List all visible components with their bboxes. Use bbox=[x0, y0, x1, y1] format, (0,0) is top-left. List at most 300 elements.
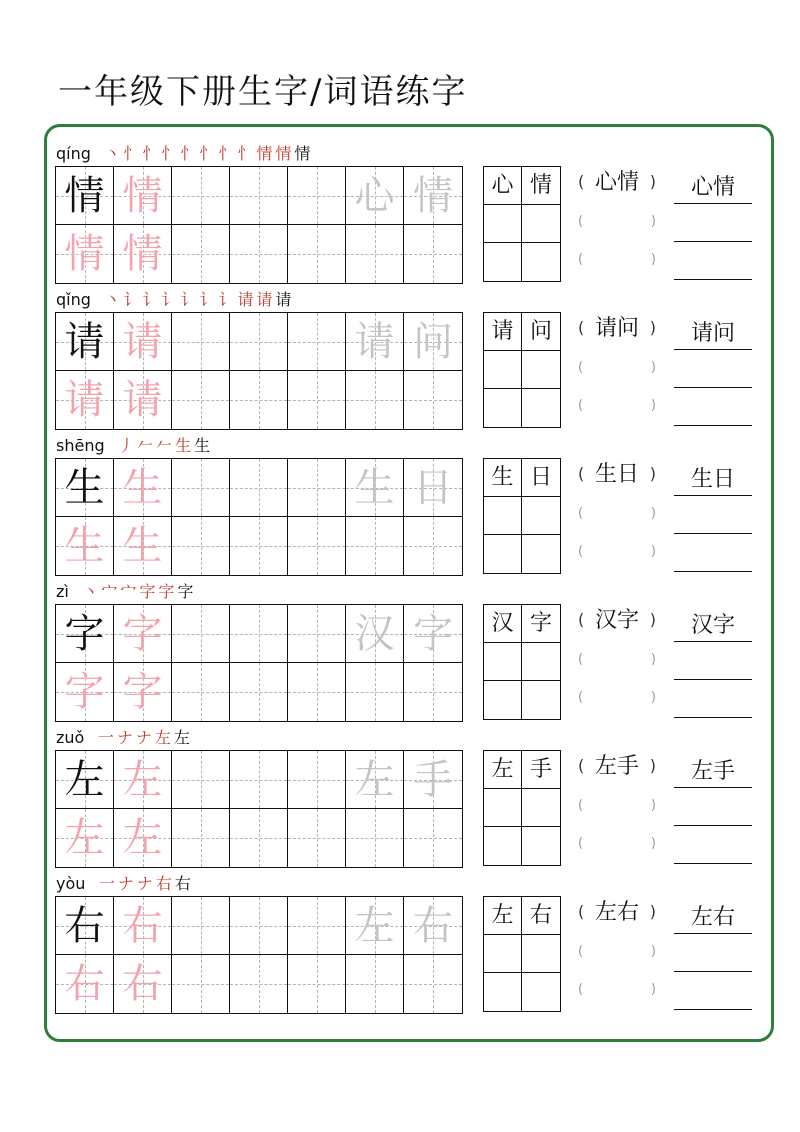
grid-cell[interactable] bbox=[288, 605, 346, 663]
stroke-step: 字 bbox=[139, 582, 156, 601]
grid-cell[interactable] bbox=[56, 313, 114, 371]
word-cell[interactable]: 情 bbox=[522, 167, 560, 205]
word-cell[interactable] bbox=[522, 243, 560, 281]
word-box bbox=[483, 458, 561, 574]
underline-row[interactable] bbox=[674, 388, 752, 426]
grid-cell[interactable] bbox=[230, 225, 288, 283]
word-cell[interactable] bbox=[522, 789, 560, 827]
word-cell[interactable] bbox=[522, 497, 560, 535]
grid-cell[interactable] bbox=[56, 225, 114, 283]
grid-cell[interactable] bbox=[346, 955, 404, 1013]
paren-row[interactable] bbox=[578, 972, 656, 1010]
practice-grid bbox=[55, 166, 463, 284]
underline-row[interactable] bbox=[674, 204, 752, 242]
paren-row[interactable] bbox=[578, 496, 656, 534]
stroke-step: 一 bbox=[97, 728, 114, 747]
trace-character: 右 bbox=[122, 902, 163, 949]
stroke-step: 忄 bbox=[218, 144, 235, 163]
grid-cell[interactable] bbox=[114, 167, 172, 225]
underline-column bbox=[674, 458, 752, 574]
underline-row[interactable] bbox=[674, 788, 752, 826]
paren-word: 请问 bbox=[594, 316, 639, 341]
grid-cell[interactable] bbox=[172, 313, 230, 371]
grid-cell[interactable] bbox=[288, 751, 346, 809]
grid-cell[interactable] bbox=[56, 167, 114, 225]
grid-cell[interactable] bbox=[288, 371, 346, 429]
pinyin-stroke-line bbox=[56, 142, 476, 164]
paren-column bbox=[578, 458, 656, 574]
grid-cell[interactable] bbox=[404, 897, 462, 955]
grid-cell[interactable] bbox=[404, 371, 462, 429]
paren-row[interactable] bbox=[578, 350, 656, 388]
grid-cell[interactable] bbox=[404, 751, 462, 809]
grid-cell[interactable] bbox=[404, 167, 462, 225]
stroke-step: 右 bbox=[155, 874, 172, 893]
grid-cell[interactable] bbox=[230, 371, 288, 429]
trace-character: 请 bbox=[64, 377, 105, 423]
stroke-step: 宀 bbox=[101, 582, 118, 601]
right-paren: ) bbox=[649, 756, 656, 775]
stroke-step: 讠 bbox=[180, 290, 197, 309]
left-paren: ( bbox=[578, 836, 584, 851]
word-cell[interactable] bbox=[484, 935, 522, 973]
paren-row[interactable] bbox=[578, 642, 656, 680]
pinyin-stroke-line bbox=[56, 580, 476, 602]
stroke-order bbox=[81, 582, 195, 602]
right-paren: ) bbox=[650, 544, 656, 559]
grid-cell[interactable] bbox=[114, 663, 172, 721]
word-box bbox=[483, 896, 561, 1012]
stroke-step: 生 bbox=[175, 436, 192, 455]
underline-row[interactable] bbox=[674, 458, 752, 496]
word-cell[interactable] bbox=[522, 535, 560, 573]
grid-cell[interactable] bbox=[230, 897, 288, 955]
grid-cell[interactable] bbox=[346, 517, 404, 575]
word-cell[interactable]: 左 bbox=[484, 897, 522, 935]
underline-row[interactable] bbox=[674, 750, 752, 788]
grid-cell[interactable] bbox=[230, 517, 288, 575]
paren-row[interactable] bbox=[578, 788, 656, 826]
stroke-step: 丿 bbox=[118, 436, 135, 455]
underline-row[interactable] bbox=[674, 826, 752, 864]
grid-cell[interactable] bbox=[172, 167, 230, 225]
underline-row[interactable] bbox=[674, 680, 752, 718]
grid-cell[interactable] bbox=[56, 809, 114, 867]
word-cell[interactable] bbox=[522, 205, 560, 243]
trace-character: 左 bbox=[122, 756, 163, 803]
paren-row[interactable] bbox=[578, 204, 656, 242]
stroke-step: 𠂉 bbox=[156, 436, 173, 455]
pinyin: shēng bbox=[56, 436, 105, 455]
word-cell[interactable] bbox=[484, 389, 522, 427]
grid-cell[interactable] bbox=[114, 517, 172, 575]
paren-row[interactable] bbox=[578, 388, 656, 426]
grid-cell[interactable] bbox=[56, 517, 114, 575]
grid-cell[interactable] bbox=[404, 517, 462, 575]
paren-row[interactable] bbox=[578, 750, 656, 788]
stroke-step: 丶 bbox=[82, 582, 99, 601]
word-cell[interactable]: 手 bbox=[522, 751, 560, 789]
grid-cell[interactable] bbox=[404, 663, 462, 721]
stroke-step: 情 bbox=[294, 144, 311, 163]
model-character: 左 bbox=[64, 756, 105, 803]
gray-trace-character: 左 bbox=[354, 756, 395, 803]
trace-character: 字 bbox=[64, 669, 105, 715]
grid-cell[interactable] bbox=[172, 371, 230, 429]
left-paren: ( bbox=[578, 398, 584, 413]
grid-cell[interactable] bbox=[56, 605, 114, 663]
paren-word: 汉字 bbox=[594, 608, 639, 633]
right-paren: ) bbox=[650, 252, 656, 267]
word-box bbox=[483, 312, 561, 428]
grid-cell[interactable] bbox=[56, 751, 114, 809]
grid-cell[interactable] bbox=[404, 809, 462, 867]
stroke-step: 忄 bbox=[237, 144, 254, 163]
gray-trace-character: 请 bbox=[354, 318, 395, 365]
gray-trace-character: 字 bbox=[413, 610, 453, 657]
stroke-step: 忄 bbox=[161, 144, 178, 163]
grid-cell[interactable] bbox=[172, 955, 230, 1013]
grid-cell[interactable] bbox=[346, 897, 404, 955]
grid-cell[interactable] bbox=[230, 313, 288, 371]
grid-cell[interactable] bbox=[172, 459, 230, 517]
model-character: 请 bbox=[64, 318, 105, 365]
right-paren: ) bbox=[649, 902, 656, 921]
right-paren: ) bbox=[650, 982, 656, 997]
right-paren: ) bbox=[650, 360, 656, 375]
trace-character: 左 bbox=[64, 815, 105, 861]
underline-row[interactable] bbox=[674, 496, 752, 534]
paren-row[interactable] bbox=[578, 166, 656, 204]
word-cell[interactable] bbox=[522, 681, 560, 719]
stroke-step: 右 bbox=[174, 874, 191, 893]
underline-column bbox=[674, 604, 752, 720]
underline-row[interactable] bbox=[674, 350, 752, 388]
grid-cell[interactable] bbox=[230, 459, 288, 517]
grid-cell[interactable] bbox=[230, 663, 288, 721]
grid-cell[interactable] bbox=[172, 225, 230, 283]
model-character: 右 bbox=[64, 902, 105, 949]
word-box bbox=[483, 750, 561, 866]
stroke-step: 讠 bbox=[123, 290, 140, 309]
left-paren: ( bbox=[578, 944, 584, 959]
paren-row[interactable] bbox=[578, 242, 656, 280]
grid-cell[interactable] bbox=[346, 313, 404, 371]
paren-row[interactable] bbox=[578, 458, 656, 496]
grid-cell[interactable] bbox=[288, 313, 346, 371]
gray-trace-character: 生 bbox=[354, 464, 395, 511]
grid-cell[interactable] bbox=[114, 313, 172, 371]
paren-column bbox=[578, 312, 656, 428]
stroke-step: 讠 bbox=[161, 290, 178, 309]
underline-word: 左手 bbox=[690, 759, 735, 784]
gray-trace-character: 右 bbox=[413, 902, 453, 949]
grid-cell[interactable] bbox=[172, 809, 230, 867]
practice-block bbox=[0, 726, 800, 872]
underline-word: 生日 bbox=[690, 467, 735, 492]
stroke-step: 请 bbox=[275, 290, 292, 309]
right-paren: ) bbox=[650, 836, 656, 851]
left-paren: ( bbox=[578, 544, 584, 559]
left-paren: ( bbox=[578, 464, 585, 483]
trace-character: 情 bbox=[64, 231, 105, 277]
grid-cell[interactable] bbox=[288, 897, 346, 955]
paren-row[interactable] bbox=[578, 826, 656, 864]
stroke-step: 𠂉 bbox=[137, 436, 154, 455]
grid-cell[interactable] bbox=[172, 751, 230, 809]
grid-cell[interactable] bbox=[114, 751, 172, 809]
grid-cell[interactable] bbox=[404, 605, 462, 663]
word-cell[interactable] bbox=[522, 973, 560, 1011]
pinyin: yòu bbox=[56, 874, 86, 893]
practice-grid bbox=[55, 896, 463, 1014]
underline-row[interactable] bbox=[674, 534, 752, 572]
stroke-step: 字 bbox=[177, 582, 194, 601]
practice-block bbox=[0, 434, 800, 580]
pinyin-stroke-line bbox=[56, 434, 476, 456]
trace-character: 情 bbox=[122, 231, 163, 277]
stroke-step: 字 bbox=[158, 582, 175, 601]
grid-cell[interactable] bbox=[230, 751, 288, 809]
stroke-step: 请 bbox=[256, 290, 273, 309]
word-cell[interactable]: 左 bbox=[484, 751, 522, 789]
underline-word: 汉字 bbox=[690, 613, 735, 638]
word-cell[interactable] bbox=[484, 243, 522, 281]
pinyin: zuǒ bbox=[56, 728, 85, 747]
practice-grid bbox=[55, 750, 463, 868]
word-cell[interactable]: 日 bbox=[522, 459, 560, 497]
stroke-step: 讠 bbox=[142, 290, 159, 309]
trace-character: 字 bbox=[122, 610, 163, 657]
grid-cell[interactable] bbox=[56, 955, 114, 1013]
stroke-step: 忄 bbox=[142, 144, 159, 163]
right-paren: ) bbox=[650, 398, 656, 413]
right-paren: ) bbox=[649, 172, 656, 191]
underline-word: 请问 bbox=[690, 321, 735, 346]
grid-cell[interactable] bbox=[288, 663, 346, 721]
grid-cell[interactable] bbox=[230, 809, 288, 867]
left-paren: ( bbox=[578, 506, 584, 521]
grid-cell[interactable] bbox=[230, 167, 288, 225]
left-paren: ( bbox=[578, 756, 585, 775]
underline-row[interactable] bbox=[674, 896, 752, 934]
pinyin-stroke-line bbox=[56, 872, 476, 894]
underline-row[interactable] bbox=[674, 972, 752, 1010]
paren-row[interactable] bbox=[578, 896, 656, 934]
underline-row[interactable] bbox=[674, 642, 752, 680]
grid-cell[interactable] bbox=[346, 371, 404, 429]
paren-word: 生日 bbox=[594, 462, 639, 487]
grid-cell[interactable] bbox=[288, 167, 346, 225]
grid-cell[interactable] bbox=[114, 955, 172, 1013]
word-cell[interactable]: 字 bbox=[522, 605, 560, 643]
grid-cell[interactable] bbox=[114, 371, 172, 429]
grid-cell[interactable] bbox=[114, 809, 172, 867]
trace-character: 请 bbox=[122, 318, 163, 365]
right-paren: ) bbox=[650, 798, 656, 813]
word-cell[interactable]: 请 bbox=[484, 313, 522, 351]
grid-cell[interactable] bbox=[288, 459, 346, 517]
paren-column bbox=[578, 896, 656, 1012]
paren-row[interactable] bbox=[578, 534, 656, 572]
word-cell[interactable] bbox=[484, 643, 522, 681]
paren-word: 心情 bbox=[594, 170, 639, 195]
grid-cell[interactable] bbox=[56, 663, 114, 721]
practice-block bbox=[0, 142, 800, 288]
left-paren: ( bbox=[578, 318, 585, 337]
underline-row[interactable] bbox=[674, 242, 752, 280]
word-cell[interactable]: 右 bbox=[522, 897, 560, 935]
paren-row[interactable] bbox=[578, 312, 656, 350]
word-cell[interactable] bbox=[522, 827, 560, 865]
grid-cell[interactable] bbox=[404, 225, 462, 283]
practice-grid bbox=[55, 312, 463, 430]
paren-row[interactable] bbox=[578, 934, 656, 972]
gray-trace-character: 情 bbox=[413, 172, 453, 219]
grid-cell[interactable] bbox=[404, 459, 462, 517]
stroke-step: 左 bbox=[154, 728, 171, 747]
stroke-step: 宀 bbox=[120, 582, 137, 601]
stroke-step: 讠 bbox=[218, 290, 235, 309]
stroke-step: 一 bbox=[98, 874, 115, 893]
stroke-order bbox=[97, 874, 192, 894]
word-box bbox=[483, 166, 561, 282]
pinyin-stroke-line bbox=[56, 288, 476, 310]
model-character: 情 bbox=[64, 172, 105, 219]
grid-cell[interactable] bbox=[288, 517, 346, 575]
word-cell[interactable] bbox=[484, 827, 522, 865]
right-paren: ) bbox=[650, 214, 656, 229]
grid-cell[interactable] bbox=[404, 955, 462, 1013]
grid-cell[interactable] bbox=[346, 167, 404, 225]
pinyin: zì bbox=[56, 582, 69, 601]
right-paren: ) bbox=[649, 610, 656, 629]
underline-column bbox=[674, 166, 752, 282]
stroke-step: ナ bbox=[135, 728, 152, 747]
gray-trace-character: 手 bbox=[413, 756, 453, 803]
trace-character: 生 bbox=[122, 464, 163, 511]
word-cell[interactable]: 心 bbox=[484, 167, 522, 205]
right-paren: ) bbox=[650, 690, 656, 705]
grid-cell[interactable] bbox=[172, 897, 230, 955]
grid-cell[interactable] bbox=[230, 955, 288, 1013]
underline-row[interactable] bbox=[674, 312, 752, 350]
underline-row[interactable] bbox=[674, 934, 752, 972]
stroke-step: 情 bbox=[275, 144, 292, 163]
grid-cell[interactable] bbox=[346, 663, 404, 721]
word-cell[interactable] bbox=[484, 205, 522, 243]
paren-column bbox=[578, 750, 656, 866]
stroke-step: 忄 bbox=[123, 144, 140, 163]
left-paren: ( bbox=[578, 652, 584, 667]
grid-cell[interactable] bbox=[56, 371, 114, 429]
grid-cell[interactable] bbox=[172, 517, 230, 575]
stroke-step: 忄 bbox=[180, 144, 197, 163]
underline-column bbox=[674, 750, 752, 866]
stroke-order bbox=[103, 290, 293, 310]
practice-block bbox=[0, 288, 800, 434]
stroke-step: ナ bbox=[116, 728, 133, 747]
grid-cell[interactable] bbox=[346, 605, 404, 663]
gray-trace-character: 日 bbox=[413, 464, 453, 511]
left-paren: ( bbox=[578, 214, 584, 229]
stroke-order bbox=[117, 436, 212, 456]
grid-cell[interactable] bbox=[172, 663, 230, 721]
underline-row[interactable] bbox=[674, 604, 752, 642]
word-cell[interactable]: 生 bbox=[484, 459, 522, 497]
gray-trace-character: 心 bbox=[354, 172, 395, 219]
trace-character: 右 bbox=[64, 961, 105, 1007]
word-cell[interactable] bbox=[484, 789, 522, 827]
grid-cell[interactable] bbox=[288, 225, 346, 283]
grid-cell[interactable] bbox=[346, 225, 404, 283]
grid-cell[interactable] bbox=[172, 605, 230, 663]
gray-trace-character: 左 bbox=[354, 902, 395, 949]
word-cell[interactable] bbox=[484, 973, 522, 1011]
grid-cell[interactable] bbox=[346, 751, 404, 809]
grid-cell[interactable] bbox=[288, 955, 346, 1013]
word-cell[interactable]: 问 bbox=[522, 313, 560, 351]
grid-cell[interactable] bbox=[404, 313, 462, 371]
word-cell[interactable] bbox=[522, 935, 560, 973]
left-paren: ( bbox=[578, 172, 585, 191]
paren-row[interactable] bbox=[578, 604, 656, 642]
paren-column bbox=[578, 166, 656, 282]
trace-character: 字 bbox=[122, 669, 163, 715]
stroke-step: 忄 bbox=[199, 144, 216, 163]
grid-cell[interactable] bbox=[56, 897, 114, 955]
left-paren: ( bbox=[578, 360, 584, 375]
right-paren: ) bbox=[650, 506, 656, 521]
gray-trace-character: 汉 bbox=[354, 610, 395, 657]
grid-cell[interactable] bbox=[114, 605, 172, 663]
word-cell[interactable] bbox=[484, 351, 522, 389]
word-cell[interactable]: 汉 bbox=[484, 605, 522, 643]
word-cell[interactable] bbox=[522, 643, 560, 681]
word-cell[interactable] bbox=[484, 681, 522, 719]
word-cell[interactable] bbox=[484, 535, 522, 573]
word-cell[interactable] bbox=[484, 497, 522, 535]
left-paren: ( bbox=[578, 902, 585, 921]
grid-cell[interactable] bbox=[114, 459, 172, 517]
grid-cell[interactable] bbox=[288, 809, 346, 867]
word-box bbox=[483, 604, 561, 720]
practice-grid bbox=[55, 604, 463, 722]
pinyin: qǐng bbox=[56, 290, 91, 309]
grid-cell[interactable] bbox=[114, 897, 172, 955]
grid-cell[interactable] bbox=[346, 459, 404, 517]
paren-row[interactable] bbox=[578, 680, 656, 718]
stroke-step: 请 bbox=[237, 290, 254, 309]
left-paren: ( bbox=[578, 610, 585, 629]
grid-cell[interactable] bbox=[346, 809, 404, 867]
stroke-step: ナ bbox=[136, 874, 153, 893]
trace-character: 生 bbox=[64, 523, 105, 569]
model-character: 生 bbox=[64, 464, 105, 511]
grid-cell[interactable] bbox=[114, 225, 172, 283]
word-cell[interactable] bbox=[522, 351, 560, 389]
paren-column bbox=[578, 604, 656, 720]
model-character: 字 bbox=[64, 610, 105, 657]
right-paren: ) bbox=[649, 318, 656, 337]
page-title: 一年级下册生字/词语练字 bbox=[58, 72, 468, 112]
word-cell[interactable] bbox=[522, 389, 560, 427]
grid-cell[interactable] bbox=[230, 605, 288, 663]
grid-cell[interactable] bbox=[56, 459, 114, 517]
stroke-order bbox=[96, 728, 191, 748]
trace-character: 右 bbox=[122, 961, 163, 1007]
underline-row[interactable] bbox=[674, 166, 752, 204]
